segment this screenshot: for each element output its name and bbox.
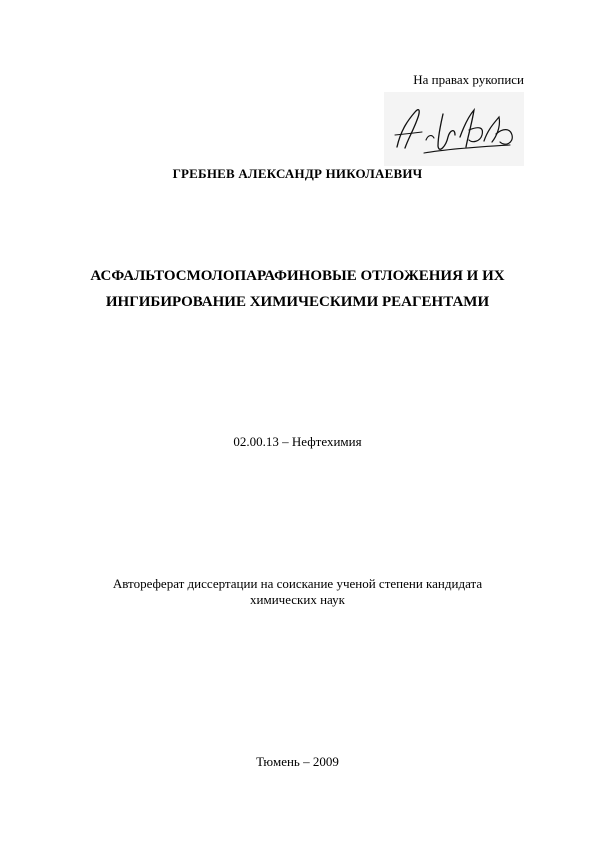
handwritten-signature (384, 92, 524, 166)
dissertation-title-line-2: ИНГИБИРОВАНИЕ ХИМИЧЕСКИМИ РЕАГЕНТАМИ (105, 294, 490, 310)
rights-note: На правах рукописи (413, 72, 524, 87)
specialty-code: 02.00.13 – Нефтехимия (233, 434, 362, 449)
abstract-description-line-1: Автореферат диссертации на соискание ученой степени кандидата (112, 576, 483, 591)
dissertation-title-line-1: АСФАЛЬТОСМОЛОПАРАФИНОВЫЕ ОТЛОЖЕНИЯ И ИХ (90, 268, 505, 284)
abstract-description (40, 576, 555, 608)
abstract-description-line-2: химических наук (250, 592, 345, 607)
dissertation-title (40, 263, 555, 315)
place-and-year: Тюмень – 2009 (256, 754, 339, 769)
author-name: ГРЕБНЕВ АЛЕКСАНДР НИКОЛАЕВИЧ (172, 166, 423, 181)
